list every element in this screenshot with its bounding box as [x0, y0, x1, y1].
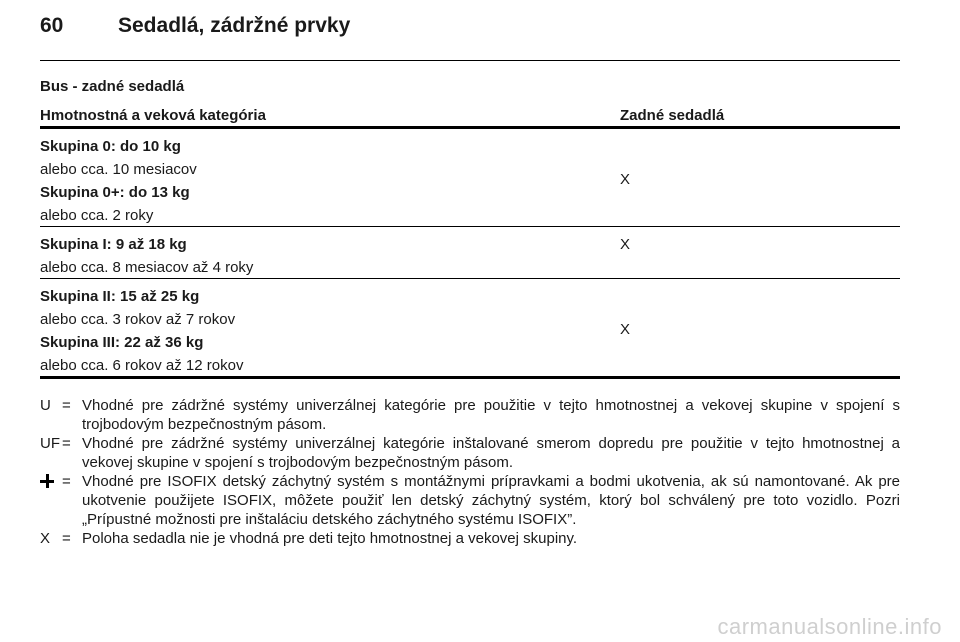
legend-text: Vhodné pre ISOFIX detský záchytný systém s montážnymi prípravkami a bodmi ukotvenia, ak sú namontované. Ak pre ukotvenie použijete ISOFIX, môžete použiť len detský záchytný systém, ktorý bol schválený pre toto vozidlo. Pozri „Prípustné možnosti pre inštaláciu detského záchytného systému ISOFIX”. — [82, 473, 900, 528]
age-label: alebo cca. 2 roky — [40, 207, 154, 224]
legend-equals: = — [62, 473, 71, 490]
legend-key: U — [40, 397, 51, 414]
suitability-value: X — [620, 236, 631, 253]
group-label: Skupina 0+: do 13 kg — [40, 184, 190, 201]
suitability-value: X — [620, 321, 631, 338]
legend-item — [40, 529, 900, 548]
watermark: carmanualsonline.info — [717, 614, 942, 639]
header-divider — [40, 60, 900, 61]
group-label: Skupina I: 9 až 18 kg — [40, 236, 187, 253]
table-row — [40, 279, 900, 376]
page-title: Sedadlá, zádržné prvky — [118, 14, 351, 37]
group-label: Skupina 0: do 10 kg — [40, 138, 181, 155]
legend-item — [40, 472, 900, 529]
legend-item — [40, 396, 900, 434]
legend-item — [40, 434, 900, 472]
group-label: Skupina III: 22 až 36 kg — [40, 334, 204, 351]
legend-equals: = — [62, 435, 71, 452]
page-number: 60 — [40, 14, 64, 37]
table-bottom-rule — [40, 376, 900, 379]
group-label: Skupina II: 15 až 25 kg — [40, 288, 200, 305]
legend-text: Vhodné pre zádržné systémy univerzálnej kategórie pre použitie v tejto hmotnostnej a vekovej skupine v spojení s trojbodovým bezpečnostným pásom. — [82, 397, 900, 433]
legend-text: Poloha sedadla nie je vhodná pre deti tejto hmotnostnej a vekovej skupiny. — [82, 530, 578, 547]
restraint-table — [40, 100, 900, 379]
age-label: alebo cca. 8 mesiacov až 4 roky — [40, 259, 254, 276]
legend-equals: = — [62, 530, 71, 547]
legend-key: X — [40, 530, 51, 547]
table-header — [40, 100, 900, 126]
legend-equals: = — [62, 397, 71, 414]
legend — [40, 396, 900, 548]
column-header-rear-seats: Zadné sedadlá — [620, 107, 725, 124]
legend-text: Vhodné pre zádržné systémy univerzálnej kategórie inštalované smerom dopredu pre použitie v tejto hmotnostnej a vekovej skupine v spojení s trojbodovým bezpečnostným pásom. — [82, 435, 900, 471]
age-label: alebo cca. 3 rokov až 7 rokov — [40, 311, 236, 328]
table-row — [40, 227, 900, 278]
legend-key: UF — [40, 435, 60, 452]
suitability-value: X — [620, 171, 631, 188]
column-header-category: Hmotnostná a veková kategória — [40, 107, 266, 124]
table-row — [40, 129, 900, 226]
section-title: Bus - zadné sedadlá — [40, 78, 185, 95]
age-label: alebo cca. 10 mesiacov — [40, 161, 197, 178]
age-label: alebo cca. 6 rokov až 12 rokov — [40, 357, 244, 374]
page-header — [40, 14, 350, 38]
plus-icon — [40, 474, 54, 488]
